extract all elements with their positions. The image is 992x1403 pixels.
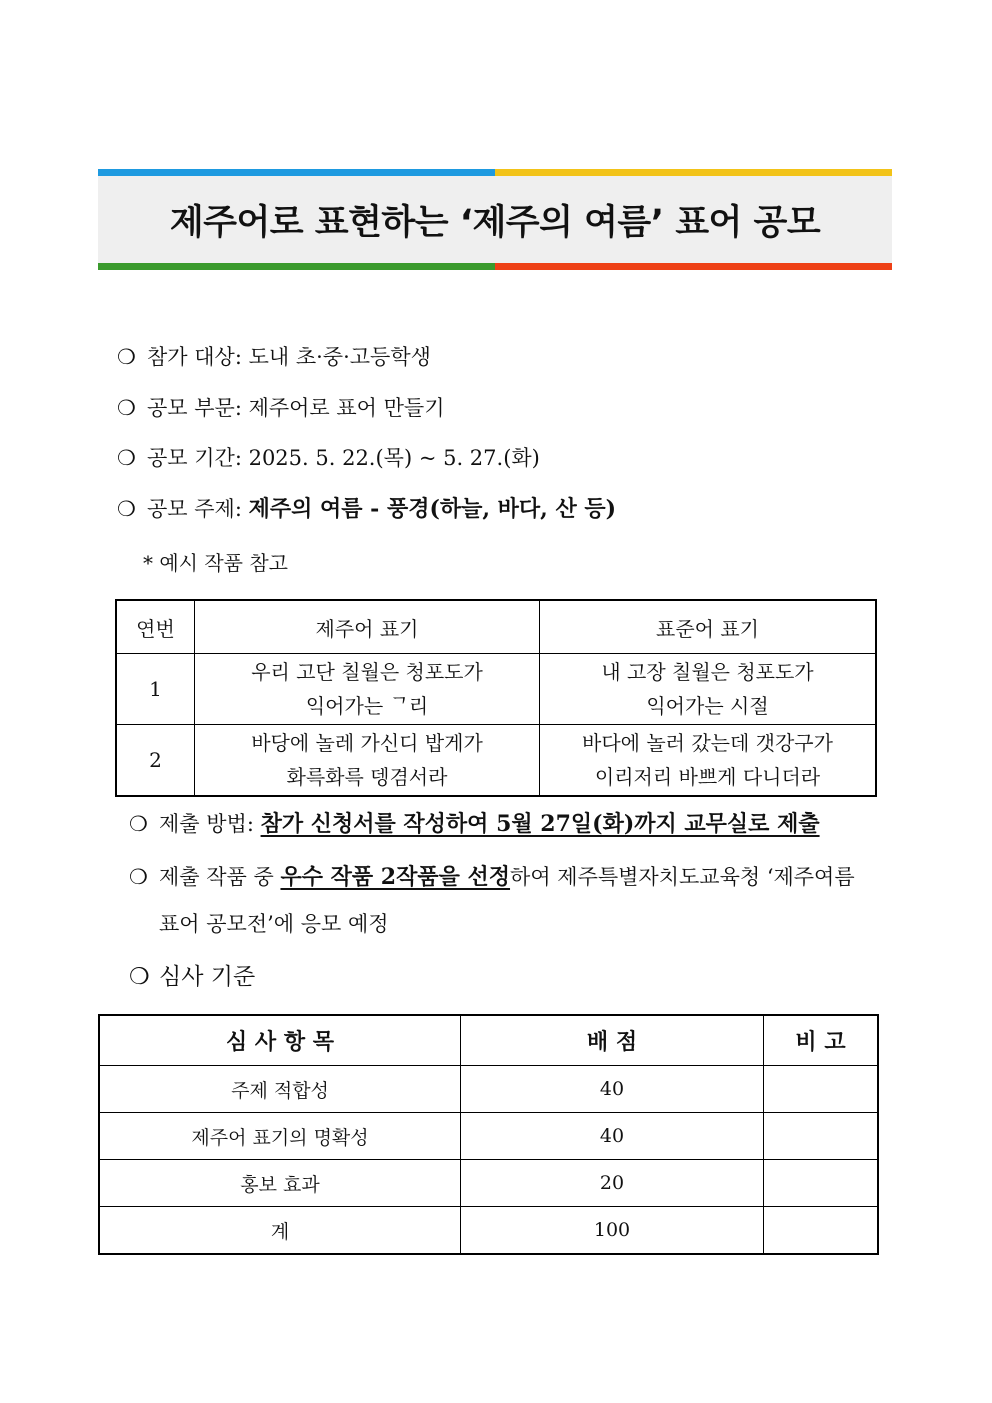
std-line: 내 고장 칠월은 청포도가 bbox=[601, 660, 814, 684]
row-std bbox=[540, 725, 877, 797]
header-item: 심 사 항 목 bbox=[99, 1015, 461, 1066]
target-line bbox=[117, 341, 431, 371]
section-line bbox=[117, 392, 445, 422]
std-line: 익어가는 시절 bbox=[646, 694, 769, 718]
banner-bar-blue bbox=[98, 169, 495, 176]
criteria-note bbox=[764, 1160, 879, 1207]
criteria-table bbox=[98, 1014, 879, 1255]
bullet-icon: ❍ bbox=[117, 345, 136, 369]
bullet-icon: ❍ bbox=[117, 396, 136, 420]
submit-value: 참가 신청서를 작성하여 5월 27일(화)까지 교무실로 제출 bbox=[260, 811, 820, 837]
criteria-score: 20 bbox=[461, 1160, 764, 1207]
target-label: 참가 대상: bbox=[147, 345, 249, 369]
table-row bbox=[116, 725, 876, 797]
selection-line bbox=[129, 860, 855, 891]
row-jeju bbox=[195, 725, 540, 797]
bullet-icon: ❍ bbox=[129, 812, 148, 836]
table-header-row bbox=[116, 600, 876, 654]
criteria-note bbox=[764, 1066, 879, 1113]
selection-post: 하여 제주특별자치도교육청 ‘제주여름 bbox=[510, 865, 855, 889]
bullet-icon: ❍ bbox=[129, 865, 148, 889]
theme-label: 공모 주제: bbox=[147, 497, 249, 521]
target-value: 도내 초·중·고등학생 bbox=[248, 345, 431, 369]
criteria-note bbox=[764, 1207, 879, 1255]
criteria-score: 40 bbox=[461, 1066, 764, 1113]
row-std bbox=[540, 654, 877, 725]
period-label: 공모 기간: bbox=[147, 446, 249, 470]
example-table bbox=[115, 599, 877, 797]
banner-bar-red bbox=[495, 263, 892, 270]
bullet-icon: ❍ bbox=[117, 446, 136, 470]
header-jeju: 제주어 표기 bbox=[195, 600, 540, 654]
std-line: 바다에 놀러 갔는데 갯강구가 bbox=[582, 731, 833, 755]
section-label: 공모 부문: bbox=[147, 396, 249, 420]
banner-bar-green bbox=[98, 263, 495, 270]
row-no: 2 bbox=[116, 725, 195, 797]
jeju-line: 우리 고단 칠월은 청포도가 bbox=[251, 660, 483, 684]
header-no: 연번 bbox=[116, 600, 195, 654]
title-banner bbox=[98, 169, 892, 270]
criteria-item: 주제 적합성 bbox=[99, 1066, 461, 1113]
criteria-item: 계 bbox=[99, 1207, 461, 1255]
header-score: 배 점 bbox=[461, 1015, 764, 1066]
selection-emph: 우수 작품 2작품을 선정 bbox=[280, 864, 511, 890]
criteria-note bbox=[764, 1113, 879, 1160]
criteria-item: 홍보 효과 bbox=[99, 1160, 461, 1207]
theme-line bbox=[117, 492, 616, 523]
table-row bbox=[99, 1066, 878, 1113]
period-line bbox=[117, 442, 540, 472]
row-no: 1 bbox=[116, 654, 195, 725]
header-std: 표준어 표기 bbox=[540, 600, 877, 654]
table-row bbox=[99, 1207, 878, 1255]
theme-value: 제주의 여름 - 풍경(하늘, 바다, 산 등) bbox=[248, 496, 617, 522]
period-value: 2025. 5. 22.(목) ~ 5. 27.(화) bbox=[248, 446, 540, 470]
example-note: * 예시 작품 참고 bbox=[143, 551, 288, 575]
table-row bbox=[116, 654, 876, 725]
submit-line bbox=[129, 807, 820, 838]
jeju-line: 화륵화륵 뎅겸서라 bbox=[286, 765, 448, 789]
header-note: 비 고 bbox=[764, 1015, 879, 1066]
bullet-icon: ❍ bbox=[117, 497, 136, 521]
table-row bbox=[99, 1160, 878, 1207]
section-value: 제주어로 표어 만들기 bbox=[248, 396, 445, 420]
selection-line-2: 표어 공모전’에 응모 예정 bbox=[159, 912, 389, 936]
jeju-line: 익어가는 ᄀ리 bbox=[305, 694, 429, 718]
selection-pre: 제출 작품 중 bbox=[159, 865, 281, 889]
criteria-label: 심사 기준 bbox=[159, 964, 256, 990]
submit-label: 제출 방법: bbox=[159, 812, 261, 836]
std-line: 이리저리 바쁘게 다니더라 bbox=[594, 765, 821, 789]
bullet-icon: ❍ bbox=[129, 964, 150, 990]
page-title: 제주어로 표현하는 ‘제주의 여름’ 표어 공모 bbox=[169, 203, 821, 243]
table-row bbox=[99, 1113, 878, 1160]
criteria-score: 100 bbox=[461, 1207, 764, 1255]
criteria-item: 제주어 표기의 명확성 bbox=[99, 1113, 461, 1160]
criteria-heading bbox=[129, 958, 255, 991]
banner-bar-yellow bbox=[495, 169, 892, 176]
criteria-score: 40 bbox=[461, 1113, 764, 1160]
row-jeju bbox=[195, 654, 540, 725]
table-header-row bbox=[99, 1015, 878, 1066]
jeju-line: 바당에 놀레 가신디 밥게가 bbox=[251, 731, 483, 755]
